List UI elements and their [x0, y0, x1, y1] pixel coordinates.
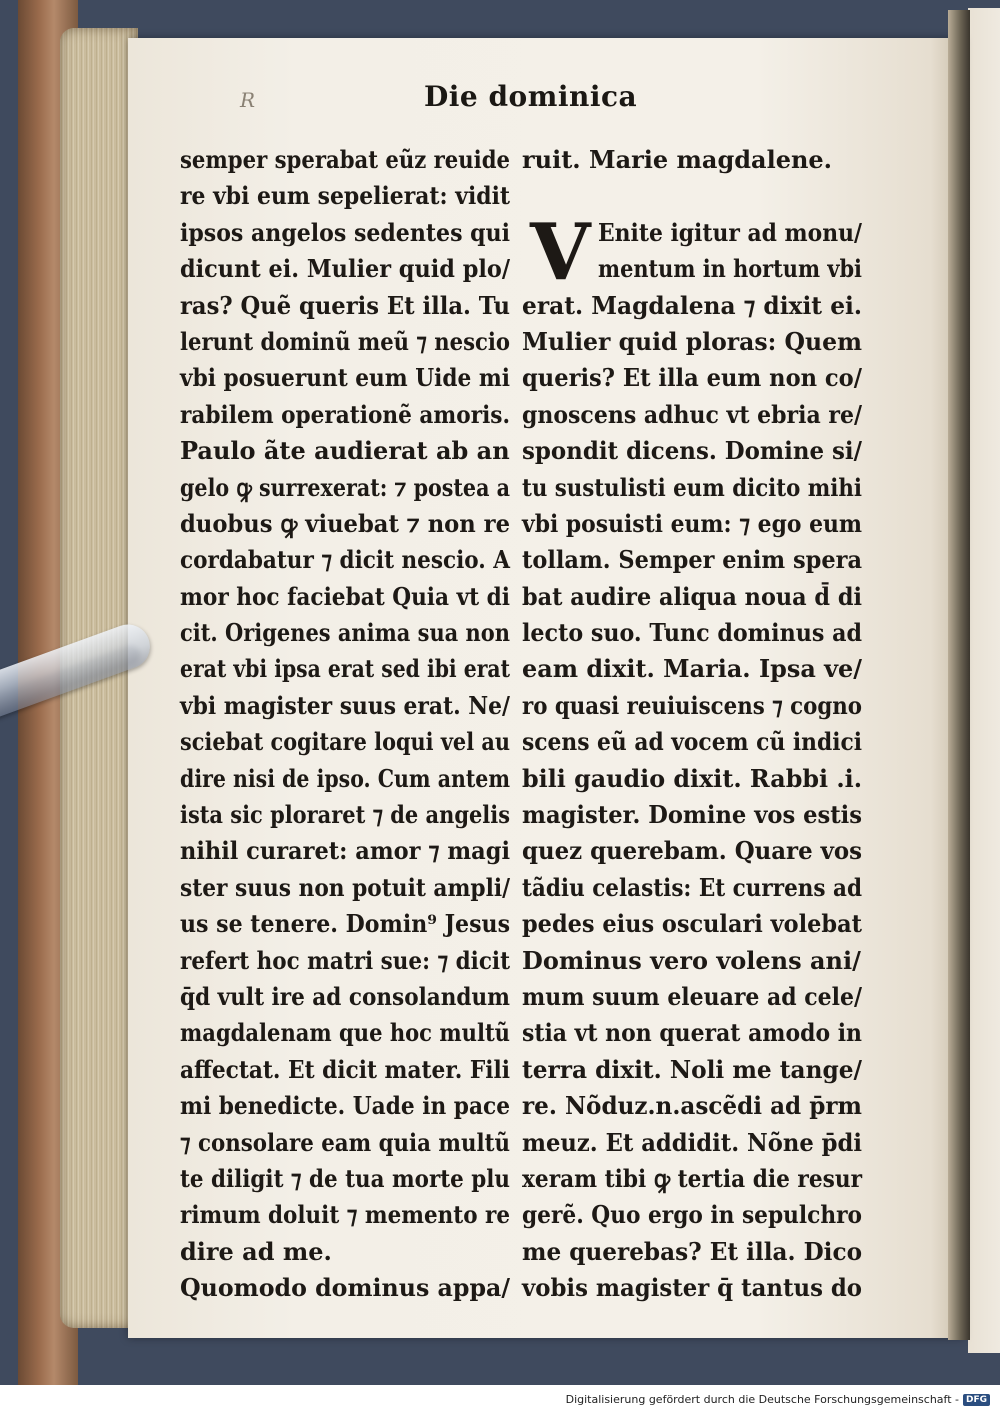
text-line: meuz. Et addidit. Nõne p̄di [522, 1127, 862, 1157]
text-line: mi benedicte. Uade in pace [180, 1091, 510, 1121]
drop-cap: V [530, 207, 591, 298]
text-line: terra dixit. Noli me tange/ [522, 1054, 862, 1084]
credit-text: Digitalisierung gefördert durch die Deutsche Forschungsgemeinschaft - [565, 1393, 959, 1406]
text-line: semper sperabat eũz reuide [180, 145, 510, 174]
text-line: affectat. Et dicit mater. Fili [180, 1054, 510, 1084]
text-line: ista sic ploraret ⁊ de angelis [180, 800, 510, 830]
text-line: tollam. Semper enim spera [522, 545, 862, 575]
text-line: bat audire aliqua noua d̄ di [522, 581, 862, 611]
text-line: vbi posuisti eum: ⁊ ego eum [522, 508, 862, 538]
text-line: magister. Domine vos estis [522, 800, 862, 830]
text-line: erat vbi ipsa erat sed ibi erat [180, 654, 510, 684]
text-line: erat. Magdalena ⁊ dixit ei. [522, 290, 862, 320]
book-gutter [948, 10, 970, 1340]
text-line: rimum doluit ⁊ memento re [180, 1200, 510, 1230]
text-line: ster suus non potuit ampli/ [180, 872, 510, 902]
text-line: rabilem operationẽ amoris. [180, 399, 510, 429]
text-line: te diligit ⁊ de tua morte plu [180, 1163, 510, 1193]
text-line: gnoscens adhuc vt ebria re/ [522, 399, 862, 429]
text-line: scens eũ ad vocem cũ indici [522, 727, 862, 757]
text-line: ruit. Marie magdalene. [522, 145, 833, 174]
dfg-logo-icon: DFG [963, 1394, 990, 1406]
text-line: me querebas? Et illa. Dico [522, 1236, 862, 1266]
text-line: re vbi eum sepelierat: vidit [180, 181, 510, 211]
text-line: quez querebam. Quare vos [522, 836, 862, 866]
text-line: bili gaudio dixit. Rabbi .i. [522, 763, 862, 793]
digitization-credit [566, 1393, 990, 1406]
text-line: queris? Et illa eum non co/ [522, 363, 862, 393]
text-line: vbi posuerunt eum Uide mi [180, 363, 510, 393]
text-line: lerunt dominũ meũ ⁊ nescio [180, 326, 510, 356]
text-line: vobis magister q̄ tantus do [522, 1273, 862, 1303]
text-line: spondit dicens. Domine si/ [522, 436, 862, 466]
text-line: duobus ꝙ viuebat ⁊ non re [180, 508, 510, 538]
text-line: lecto suo. Tunc dominus ad [522, 618, 862, 648]
running-title: Die dominica [424, 80, 638, 113]
text-line: stia vt non querat amodo in [522, 1018, 862, 1048]
text-line: tãdiu celastis: Et currens ad [522, 872, 862, 902]
text-line: nihil curaret: amor ⁊ magi [180, 836, 510, 866]
text-line: sciebat cogitare loqui vel au [180, 727, 510, 757]
text-line: Enite igitur ad monu/ [598, 217, 862, 247]
text-line: Paulo ãte audierat ab an [180, 436, 510, 466]
text-line: ro quasi reuiuiscens ⁊ cogno [522, 690, 862, 720]
text-line: tu sustulisti eum dicito mihi [522, 472, 862, 502]
text-line: ipsos angelos sedentes qui [180, 217, 510, 247]
facing-page [968, 8, 1000, 1353]
text-line: us se tenere. Domin⁹ Jesus [180, 909, 510, 939]
text-line: dire nisi de ipso. Cum antem [180, 763, 510, 793]
text-line: refert hoc matri sue: ⁊ dicit [180, 945, 510, 975]
right-text-column [522, 142, 905, 1307]
text-line: q̄d vult ire ad consolandum [180, 981, 510, 1011]
show-through-text [520, 40, 680, 60]
section-heading: Quomodo dominus appa/ [180, 1273, 510, 1303]
text-line: ras? Quẽ queris Et illa. Tu [180, 290, 510, 320]
text-line: cordabatur ⁊ dicit nescio. A [180, 545, 510, 575]
text-line: dire ad me. [180, 1236, 332, 1266]
text-line: gerẽ. Quo ergo in sepulchro [522, 1200, 862, 1230]
text-line: mor hoc faciebat Quia vt di [180, 581, 510, 611]
text-line: re. Nõduz.n.ascẽdi ad p̄rm [522, 1091, 862, 1121]
text-line: magdalenam que hoc multũ [180, 1018, 510, 1048]
text-line: Mulier quid ploras: Quem [522, 326, 862, 356]
text-line: ⁊ consolare eam quia multũ [180, 1127, 510, 1157]
text-line: mentum in hortum vbi [598, 254, 862, 284]
text-line: vbi magister suus erat. Ne/ [180, 690, 510, 720]
text-line: eam dixit. Maria. Ipsa ve/ [522, 654, 862, 684]
text-line: Dominus vero volens ani/ [522, 945, 861, 975]
text-line: mum suum eleuare ad cele/ [522, 981, 862, 1011]
text-line: cit. Origenes anima sua non [180, 618, 510, 648]
text-line: gelo ꝙ surrexerat: ⁊ postea a [180, 472, 510, 502]
text-line: xeram tibi ꝙ tertia die resur [522, 1163, 862, 1193]
left-text-column [180, 142, 569, 1307]
blank-line [522, 178, 905, 214]
folio-mark: R [240, 88, 256, 112]
text-line: dicunt ei. Mulier quid plo/ [180, 254, 510, 284]
text-line: pedes eius osculari volebat [522, 909, 862, 939]
